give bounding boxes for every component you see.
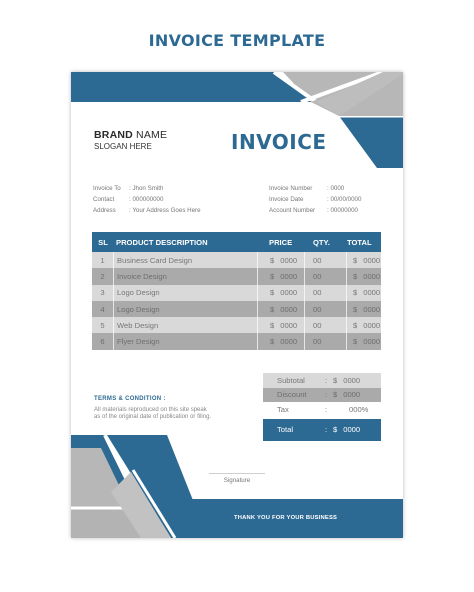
meta-row (269, 194, 361, 205)
discount-label: Discount (277, 390, 307, 400)
row-price-value: 0000 (280, 255, 298, 265)
row-description: Web Design (114, 317, 258, 333)
subtotal-currency: $ (333, 375, 338, 385)
tax-label: Tax (277, 404, 289, 414)
billing-info (93, 183, 201, 216)
header-price: PRICE (269, 237, 293, 247)
row-description: Logo Design (114, 301, 258, 317)
tax-row (263, 402, 381, 417)
row-price-currency: $ (270, 271, 275, 281)
row-total (347, 333, 381, 349)
billing-row (93, 194, 201, 205)
discount-colon: : (324, 390, 328, 400)
row-total-value: 0000 (363, 337, 381, 347)
terms-block (94, 396, 212, 422)
row-total-value: 0000 (363, 304, 381, 314)
header-qty: QTY. (313, 237, 330, 247)
row-price-currency: $ (270, 288, 275, 298)
row-price (258, 268, 305, 284)
row-total-value: 0000 (363, 255, 381, 265)
row-description: Logo Design (114, 285, 258, 301)
row-sl: 6 (92, 333, 114, 349)
terms-text: All materials reproduced on this site speak as of the original date of publication or filing. (94, 407, 212, 421)
meta-label: Account Number (269, 207, 316, 214)
meta-value: : 00000000 (327, 207, 358, 214)
total-row (263, 419, 381, 441)
row-price-value: 0000 (280, 271, 298, 281)
meta-value: : 00/00/0000 (327, 196, 362, 203)
billing-label: Contact (93, 196, 115, 203)
row-qty: 00 (305, 285, 347, 301)
row-sl: 4 (92, 301, 114, 317)
subtotal-value (333, 376, 381, 385)
row-sl: 5 (92, 317, 114, 333)
billing-row (93, 183, 201, 194)
row-price-currency: $ (270, 320, 275, 330)
header-description: PRODUCT DESCRIPTION (116, 237, 208, 247)
signature-block (209, 473, 265, 484)
meta-value: : 0000 (327, 185, 345, 192)
billing-value: : 000000000 (129, 196, 164, 203)
row-price (258, 333, 305, 349)
billing-row (93, 205, 201, 216)
page-heading: INVOICE TEMPLATE (148, 31, 326, 50)
row-total-currency: $ (353, 255, 358, 265)
row-total-currency: $ (353, 337, 358, 347)
row-price (258, 301, 305, 317)
row-sl: 2 (92, 268, 114, 284)
brand-name (94, 130, 167, 142)
total-amount: 0000 (343, 425, 361, 434)
brand-block (94, 130, 167, 151)
header-total: TOTAL (347, 237, 372, 247)
total-label: Total (277, 425, 294, 434)
row-sl: 3 (92, 285, 114, 301)
row-total (347, 317, 381, 333)
signature-label: Signature (223, 477, 251, 484)
tax-colon: : (324, 404, 328, 414)
billing-label: Invoice To (93, 185, 121, 192)
billing-value: : Your Address Goes Here (129, 207, 201, 214)
row-total-value: 0000 (363, 320, 381, 330)
row-total-value: 0000 (363, 271, 381, 281)
header-sl: SL (98, 237, 108, 247)
row-total (347, 301, 381, 317)
footer-thanks: THANK YOU FOR YOUR BUSINESS (234, 515, 338, 521)
row-qty: 00 (305, 268, 347, 284)
row-total (347, 285, 381, 301)
table-row (92, 252, 381, 268)
row-total (347, 268, 381, 284)
billing-value: : Jhon Smith (129, 185, 164, 192)
signature-line (209, 473, 265, 474)
total-value (333, 425, 381, 434)
row-total-currency: $ (353, 271, 358, 281)
row-qty: 00 (305, 301, 347, 317)
brand-name-rest: NAME (132, 129, 168, 141)
items-table (92, 232, 381, 350)
row-total-currency: $ (353, 320, 358, 330)
row-price-currency: $ (270, 255, 275, 265)
discount-value (333, 390, 381, 399)
table-row (92, 301, 381, 317)
row-description: Flyer Design (114, 333, 258, 349)
discount-row (263, 388, 381, 403)
row-description: Invoice Design (114, 268, 258, 284)
subtotal-row (263, 373, 381, 388)
row-price (258, 252, 305, 268)
subtotal-amount: 0000 (343, 375, 361, 385)
row-price-value: 0000 (280, 320, 298, 330)
discount-amount: 0000 (343, 390, 361, 400)
row-qty: 00 (305, 252, 347, 268)
total-colon: : (324, 425, 328, 434)
tax-value: 000% (349, 404, 369, 414)
row-price-value: 0000 (280, 304, 298, 314)
row-qty: 00 (305, 333, 347, 349)
table-row (92, 268, 381, 284)
meta-label: Invoice Number (269, 185, 313, 192)
meta-row (269, 205, 361, 216)
meta-label: Invoice Date (269, 196, 304, 203)
subtotal-label: Subtotal (277, 375, 305, 385)
row-price-currency: $ (270, 304, 275, 314)
invoice-meta (269, 183, 361, 216)
discount-currency: $ (333, 390, 338, 400)
table-row (92, 317, 381, 333)
terms-title: TERMS & CONDITION : (94, 396, 166, 402)
table-row (92, 333, 381, 349)
brand-name-bold: BRAND (94, 129, 133, 141)
row-qty: 00 (305, 317, 347, 333)
total-currency: $ (333, 425, 338, 434)
meta-row (269, 183, 361, 194)
row-total-value: 0000 (363, 288, 381, 298)
invoice-sheet (71, 72, 403, 538)
row-price-currency: $ (270, 337, 275, 347)
table-row (92, 285, 381, 301)
row-sl: 1 (92, 252, 114, 268)
brand-slogan: SLOGAN HERE (94, 141, 152, 151)
row-total (347, 252, 381, 268)
row-total-currency: $ (353, 304, 358, 314)
table-header (92, 232, 381, 252)
row-price (258, 317, 305, 333)
row-price (258, 285, 305, 301)
row-description: Business Card Design (114, 252, 258, 268)
row-total-currency: $ (353, 288, 358, 298)
invoice-title: INVOICE (231, 130, 327, 154)
billing-label: Address (93, 207, 116, 214)
subtotal-colon: : (324, 375, 328, 385)
row-price-value: 0000 (280, 288, 298, 298)
summary-block (263, 373, 381, 441)
row-price-value: 0000 (280, 337, 298, 347)
